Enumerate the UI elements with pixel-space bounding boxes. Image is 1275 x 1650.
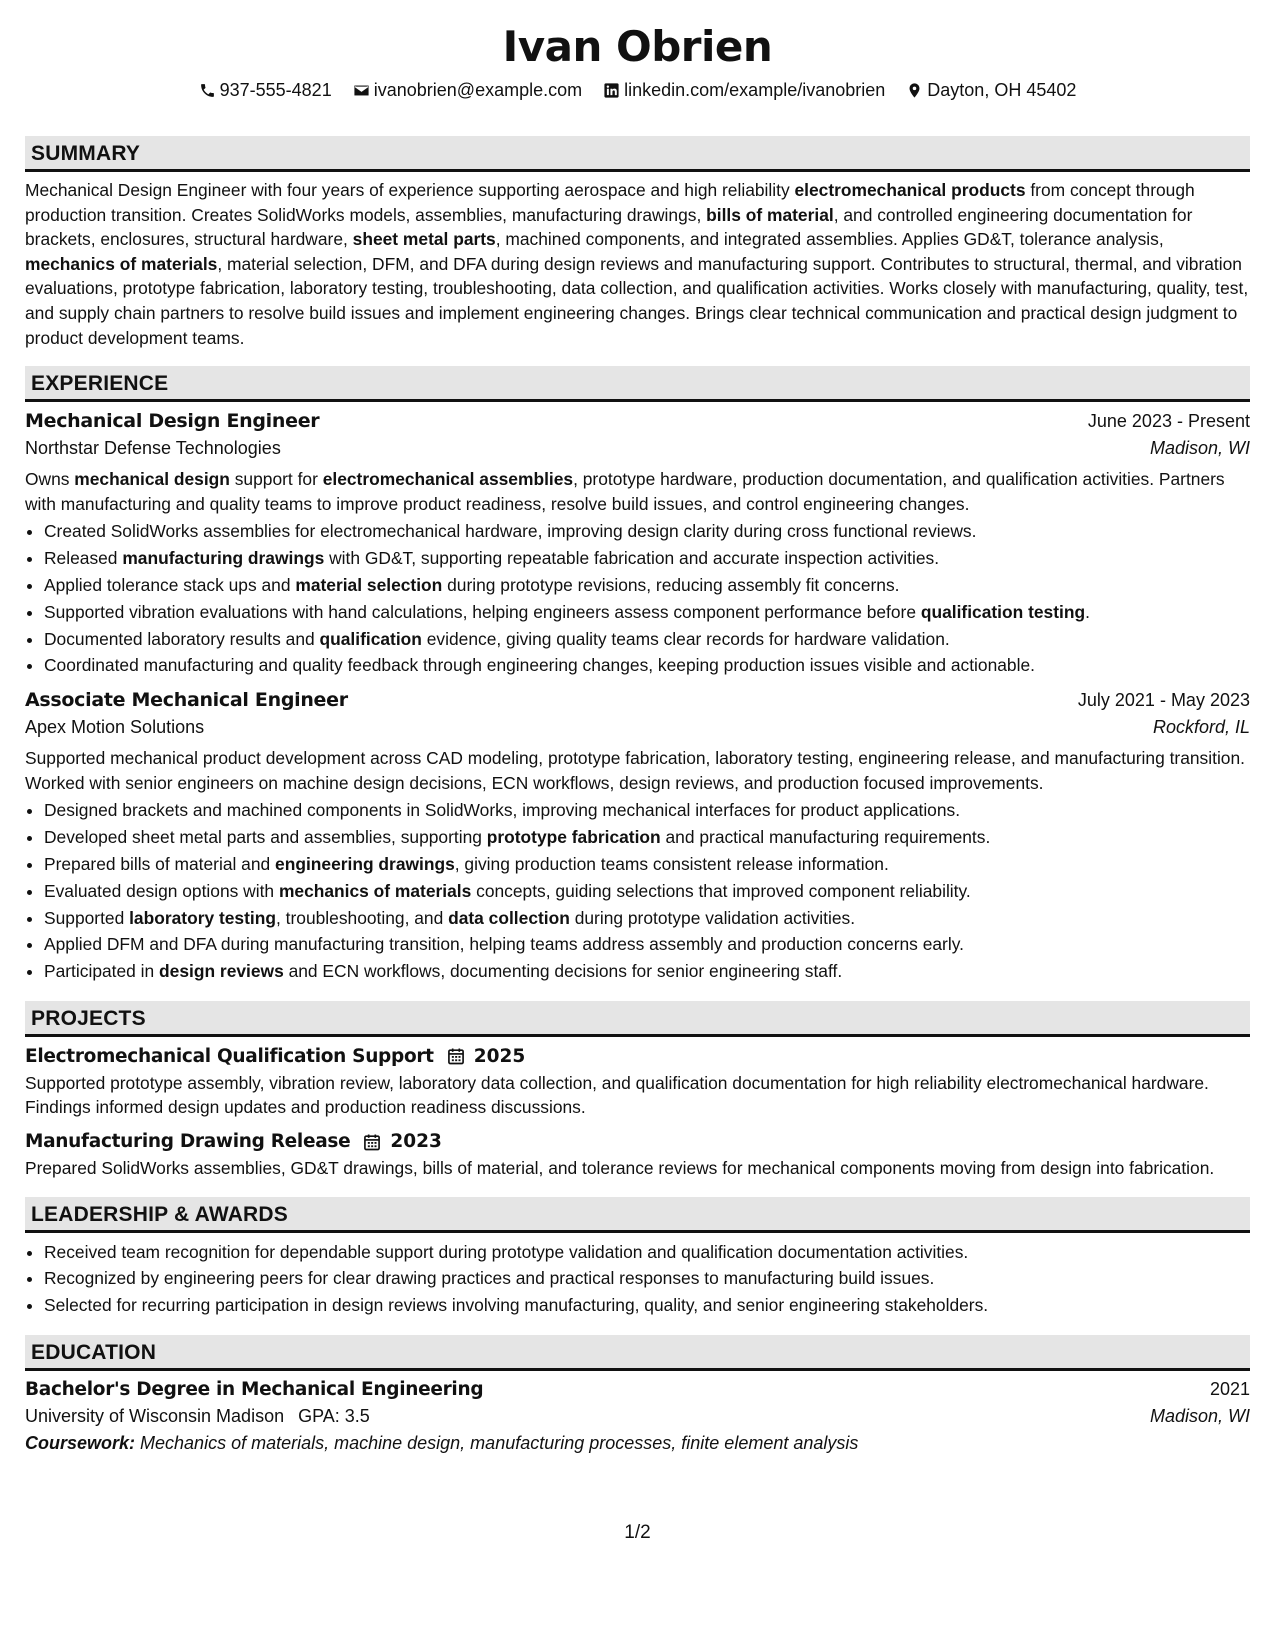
coursework	[25, 1433, 1250, 1454]
job-entry	[25, 410, 1250, 679]
text-run: , material selection, DFM, and DFA during design reviews and manufacturing support. Contributes to structural, thermal, and vibration evaluations, prototype fabrication, laboratory testing, troubleshooting, data collection, and qualification activities. Works closely with manufacturing, quality, test, and supply chain partners to resolve build issues and implement engineering changes. Brings clear technical communication and practical design judgment to product development teams.	[25, 253, 1249, 348]
bold-text: electromechanical assemblies	[322, 469, 574, 490]
text-run: Documented laboratory results and	[44, 628, 320, 649]
coursework-text: Mechanics of materials, machine design, manufacturing processes, finite element analysis	[135, 1433, 859, 1454]
text-run: Applied DFM and DFA during manufacturing transition, helping teams address assembly and production concerns early.	[44, 934, 964, 955]
list-item	[44, 905, 1250, 932]
phone-text: 937-555-4821	[219, 79, 332, 100]
experience-section	[25, 366, 1250, 985]
text-run: Participated in	[44, 961, 160, 982]
leadership-heading: LEADERSHIP & AWARDS	[25, 1197, 1250, 1233]
project-year: 2025	[473, 1045, 526, 1067]
list-item	[44, 878, 1250, 905]
text-run: , and controlled engineering documentation for brackets, enclosures, structural hardware,	[25, 204, 1193, 250]
list-item	[44, 599, 1250, 626]
project-entry	[25, 1131, 1250, 1181]
bold-text: prototype fabrication	[486, 827, 661, 848]
contact-email[interactable]	[353, 80, 582, 101]
bold-text: design reviews	[159, 961, 284, 982]
leadership-bullets	[25, 1239, 1250, 1319]
project-description: Supported prototype assembly, vibration review, laboratory data collection, and qualification documentation for high reliability electromechanical hardware. Findings informed design updates and production readiness discussions.	[25, 1072, 1209, 1118]
text-run: during prototype validation activities.	[569, 907, 856, 928]
text-run: , prototype hardware, production documentation, and qualification activities. Partners with manufacturing and quality teams to improve product readiness, resolve build issues, and control engineering changes.	[25, 469, 1225, 514]
text-run: from concept through production transition. Creates SolidWorks models, assemblies, manufacturing drawings,	[25, 180, 1195, 225]
email-text: ivanobrien@example.com	[373, 79, 583, 100]
list-item	[44, 931, 1250, 958]
bold-text: bills of material	[706, 204, 834, 225]
job-summary	[25, 746, 1250, 795]
text-run: Supported vibration evaluations with hand calculations, helping engineers assess component performance before	[44, 601, 921, 622]
list-item: • Recognized by engineering peers for clear drawing practices and practical responses to manufacturing build issues.	[44, 1265, 1250, 1292]
summary-text	[25, 178, 1250, 350]
map-pin-icon	[906, 82, 923, 99]
bold-text: data collection	[448, 907, 570, 928]
job-company: Northstar Defense Technologies	[25, 438, 281, 459]
coursework-label: Coursework:	[25, 1433, 136, 1454]
contact-phone[interactable]	[199, 80, 332, 101]
graduation-year: 2021	[1209, 1379, 1250, 1400]
text-run: , giving production teams consistent release information.	[454, 853, 889, 874]
job-bullets	[25, 797, 1250, 985]
text-run: Applied tolerance stack ups and	[44, 574, 296, 595]
bold-text: qualification	[319, 628, 422, 649]
bold-text: mechanics of materials	[25, 253, 218, 274]
projects-section	[25, 1001, 1250, 1181]
page-number: 1/2	[624, 1522, 651, 1543]
linkedin-icon	[603, 82, 620, 99]
education-heading: EDUCATION	[25, 1335, 1250, 1371]
text-run: Released	[44, 548, 123, 569]
bold-text: mechanics of materials	[278, 880, 472, 901]
bold-text: engineering drawings	[275, 853, 455, 874]
job-location: Rockford, IL	[1152, 717, 1250, 738]
candidate-name: Ivan Obrien	[502, 22, 773, 71]
text-run: concepts, guiding selections that improved component reliability.	[471, 880, 971, 901]
calendar-icon	[446, 1046, 466, 1066]
bold-text: laboratory testing	[129, 907, 276, 928]
bold-text: manufacturing drawings	[122, 548, 325, 569]
leadership-section	[25, 1197, 1250, 1319]
job-title: Mechanical Design Engineer	[25, 410, 320, 433]
degree: Bachelor's Degree in Mechanical Engineering	[25, 1379, 484, 1401]
job-dates: June 2023 - Present	[1087, 411, 1250, 432]
text-run: Evaluated design options with	[44, 880, 279, 901]
text-run: Developed sheet metal parts and assemblies, supporting	[44, 827, 487, 848]
bold-text: qualification testing	[920, 601, 1086, 622]
phone-icon	[199, 82, 216, 99]
text-run: Created SolidWorks assemblies for electromechanical hardware, improving design clarity during cross functional reviews.	[44, 521, 977, 542]
contact-location	[906, 80, 1076, 101]
job-entry	[25, 689, 1250, 985]
text-run: and ECN workflows, documenting decisions for senior engineering staff.	[283, 961, 843, 982]
projects-heading: PROJECTS	[25, 1001, 1250, 1037]
project-title: Manufacturing Drawing Release	[25, 1131, 351, 1153]
school: University of Wisconsin Madison	[25, 1406, 285, 1427]
text-run: support for	[229, 469, 323, 490]
project-year: 2023	[390, 1131, 442, 1153]
list-item	[44, 545, 1250, 572]
job-location: Madison, WI	[1149, 438, 1250, 459]
list-item	[44, 652, 1250, 679]
contact-bar	[0, 79, 1275, 101]
text-run: Supported mechanical product development across CAD modeling, prototype fabrication, laboratory testing, engineering release, and manufacturing transition. Worked with senior engineers on machine design decisions, ECN workflows, design reviews, and production focused improvements.	[25, 748, 1245, 793]
project-description: Prepared SolidWorks assemblies, GD&T drawings, bills of material, and tolerance reviews for mechanical components moving from design into fabrication.	[25, 1158, 1215, 1179]
list-item	[44, 797, 1250, 824]
text-run: during prototype revisions, reducing assembly fit concerns.	[442, 574, 900, 595]
bold-text: electromechanical products	[794, 180, 1026, 200]
email-icon	[353, 82, 370, 99]
linkedin-text: linkedin.com/example/ivanobrien	[624, 79, 886, 100]
text-run: , troubleshooting, and	[275, 907, 449, 928]
location-text: Dayton, OH 45402	[927, 79, 1077, 100]
resume-body	[25, 136, 1250, 1470]
text-run: Mechanical Design Engineer with four years of experience supporting aerospace and high reliability	[25, 180, 795, 200]
summary-section	[25, 136, 1250, 350]
text-run: and practical manufacturing requirements.	[660, 827, 991, 848]
school-location: Madison, WI	[1149, 1406, 1250, 1427]
list-item: • Received team recognition for dependable support during prototype validation and qualification documentation activities.	[44, 1239, 1250, 1266]
list-item	[44, 851, 1250, 878]
summary-heading: SUMMARY	[25, 136, 1250, 172]
job-company: Apex Motion Solutions	[25, 717, 205, 738]
project-title: Electromechanical Qualification Support	[25, 1045, 434, 1067]
text-run: Coordinated manufacturing and quality feedback through engineering changes, keeping production issues visible and actionable.	[44, 655, 1035, 676]
job-title: Associate Mechanical Engineer	[25, 689, 348, 712]
list-item: • Selected for recurring participation in design reviews involving manufacturing, quality, and senior engineering stakeholders.	[44, 1292, 1250, 1319]
bold-text: sheet metal parts	[352, 229, 496, 250]
bold-text: mechanical design	[74, 469, 230, 490]
gpa: GPA: 3.5	[298, 1406, 370, 1427]
list-item	[44, 626, 1250, 653]
job-bullets	[25, 518, 1250, 679]
text-run: Designed brackets and machined components in SolidWorks, improving mechanical interfaces for product applications.	[44, 800, 961, 821]
text-run: evidence, giving quality teams clear records for hardware validation.	[421, 628, 950, 649]
job-dates: July 2021 - May 2023	[1077, 690, 1250, 711]
experience-heading: EXPERIENCE	[25, 366, 1250, 402]
text-run: Owns	[25, 469, 75, 490]
bold-text: material selection	[295, 574, 443, 595]
list-item	[44, 824, 1250, 851]
list-item	[44, 518, 1250, 545]
calendar-icon	[362, 1132, 382, 1152]
text-run: Prepared bills of material and	[44, 853, 276, 874]
job-summary	[25, 467, 1250, 516]
text-run: , machined components, and integrated assemblies. Applies GD&T, tolerance analysis,	[495, 229, 1164, 250]
education-section	[25, 1335, 1250, 1454]
text-run: .	[1085, 601, 1090, 622]
contact-linkedin[interactable]	[603, 80, 885, 101]
text-run: Supported	[44, 907, 130, 928]
list-item	[44, 572, 1250, 599]
list-item	[44, 958, 1250, 985]
text-run: with GD&T, supporting repeatable fabrication and accurate inspection activities.	[324, 548, 940, 569]
project-entry	[25, 1046, 1250, 1120]
